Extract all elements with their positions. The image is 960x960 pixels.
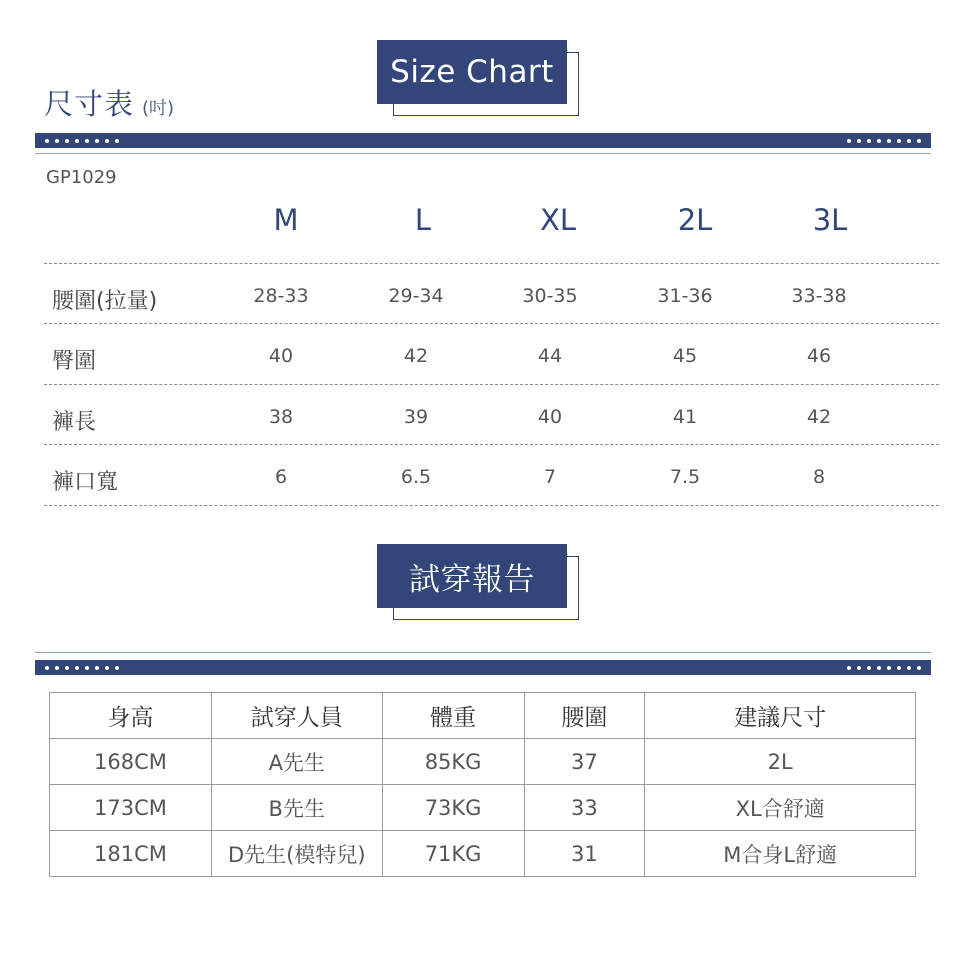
cell-tester: A先生 [211,739,382,785]
row-label: 臀圍 [52,349,97,374]
size-chart-tab [377,40,567,104]
cell-value: 46 [806,345,832,367]
cell-value: 42 [403,345,429,367]
fitting-report-tab-label: 試穿報告 [377,544,567,608]
size-header-m: M [273,203,299,237]
cell-value: 6.5 [400,466,432,488]
bar-dots-right [847,660,921,675]
cell-tester: B先生 [211,785,382,831]
cell-value: 33-38 [791,285,847,307]
cell-value: 40 [268,345,294,367]
cell-value: 38 [268,406,294,428]
cell-suggested-size: XL合舒適 [645,785,916,831]
table-row [0,465,960,525]
cell-waist: 31 [524,831,645,877]
table-row [0,284,960,344]
bar-dots-left [45,133,119,148]
cell-value: 41 [672,406,698,428]
table-header-row [50,693,916,739]
divider [44,444,939,445]
cell-tester: D先生(模特兒) [211,831,382,877]
fitting-report-tab [377,544,567,608]
page-title-text: 尺寸表 [44,87,135,121]
decorative-bar-bottom [35,660,931,675]
size-header-l: L [414,203,432,237]
cell-suggested-size: M合身L舒適 [645,831,916,877]
cell-weight: 73KG [382,785,524,831]
cell-value: 31-36 [657,285,713,307]
cell-height: 181CM [50,831,212,877]
cell-value: 40 [537,406,563,428]
divider [44,505,939,506]
cell-value: 42 [806,406,832,428]
row-label: 腰圍(拉量) [52,289,158,314]
divider [44,323,939,324]
bar-dots-right [847,133,921,148]
size-header-3l: 3L [812,203,848,237]
table-row [50,785,916,831]
divider [44,384,939,385]
cell-value: 7 [543,466,557,488]
page-title [44,82,174,123]
cell-suggested-size: 2L [645,739,916,785]
cell-value: 28-33 [253,285,309,307]
cell-value: 44 [537,345,563,367]
table-row [50,831,916,877]
bar-underline-top [35,153,931,154]
cell-weight: 71KG [382,831,524,877]
row-label: 褲口寬 [52,470,119,495]
fitting-table [49,692,916,877]
product-code: GP1029 [46,167,117,188]
cell-weight: 85KG [382,739,524,785]
header-weight: 體重 [382,693,524,739]
table-row [0,344,960,404]
divider [44,263,939,264]
cell-value: 29-34 [388,285,444,307]
header-height: 身高 [50,693,212,739]
cell-value: 45 [672,345,698,367]
cell-value: 7.5 [669,466,701,488]
cell-value: 39 [403,406,429,428]
header-waist: 腰圍 [524,693,645,739]
cell-waist: 33 [524,785,645,831]
cell-value: 30-35 [522,285,578,307]
cell-height: 173CM [50,785,212,831]
size-header-xl: XL [539,203,577,237]
cell-value: 6 [274,466,288,488]
size-chart-tab-label: Size Chart [377,40,567,104]
table-row [0,405,960,465]
header-tester: 試穿人員 [211,693,382,739]
cell-height: 168CM [50,739,212,785]
decorative-bar-top [35,133,931,148]
cell-waist: 37 [524,739,645,785]
size-header-2l: 2L [677,203,713,237]
unit-label: (吋) [142,98,175,119]
cell-value: 8 [812,466,826,488]
bar-dots-left [45,660,119,675]
row-label: 褲長 [52,410,97,435]
bar-overline-bottom [35,652,931,653]
header-suggested-size: 建議尺寸 [645,693,916,739]
table-row [50,739,916,785]
